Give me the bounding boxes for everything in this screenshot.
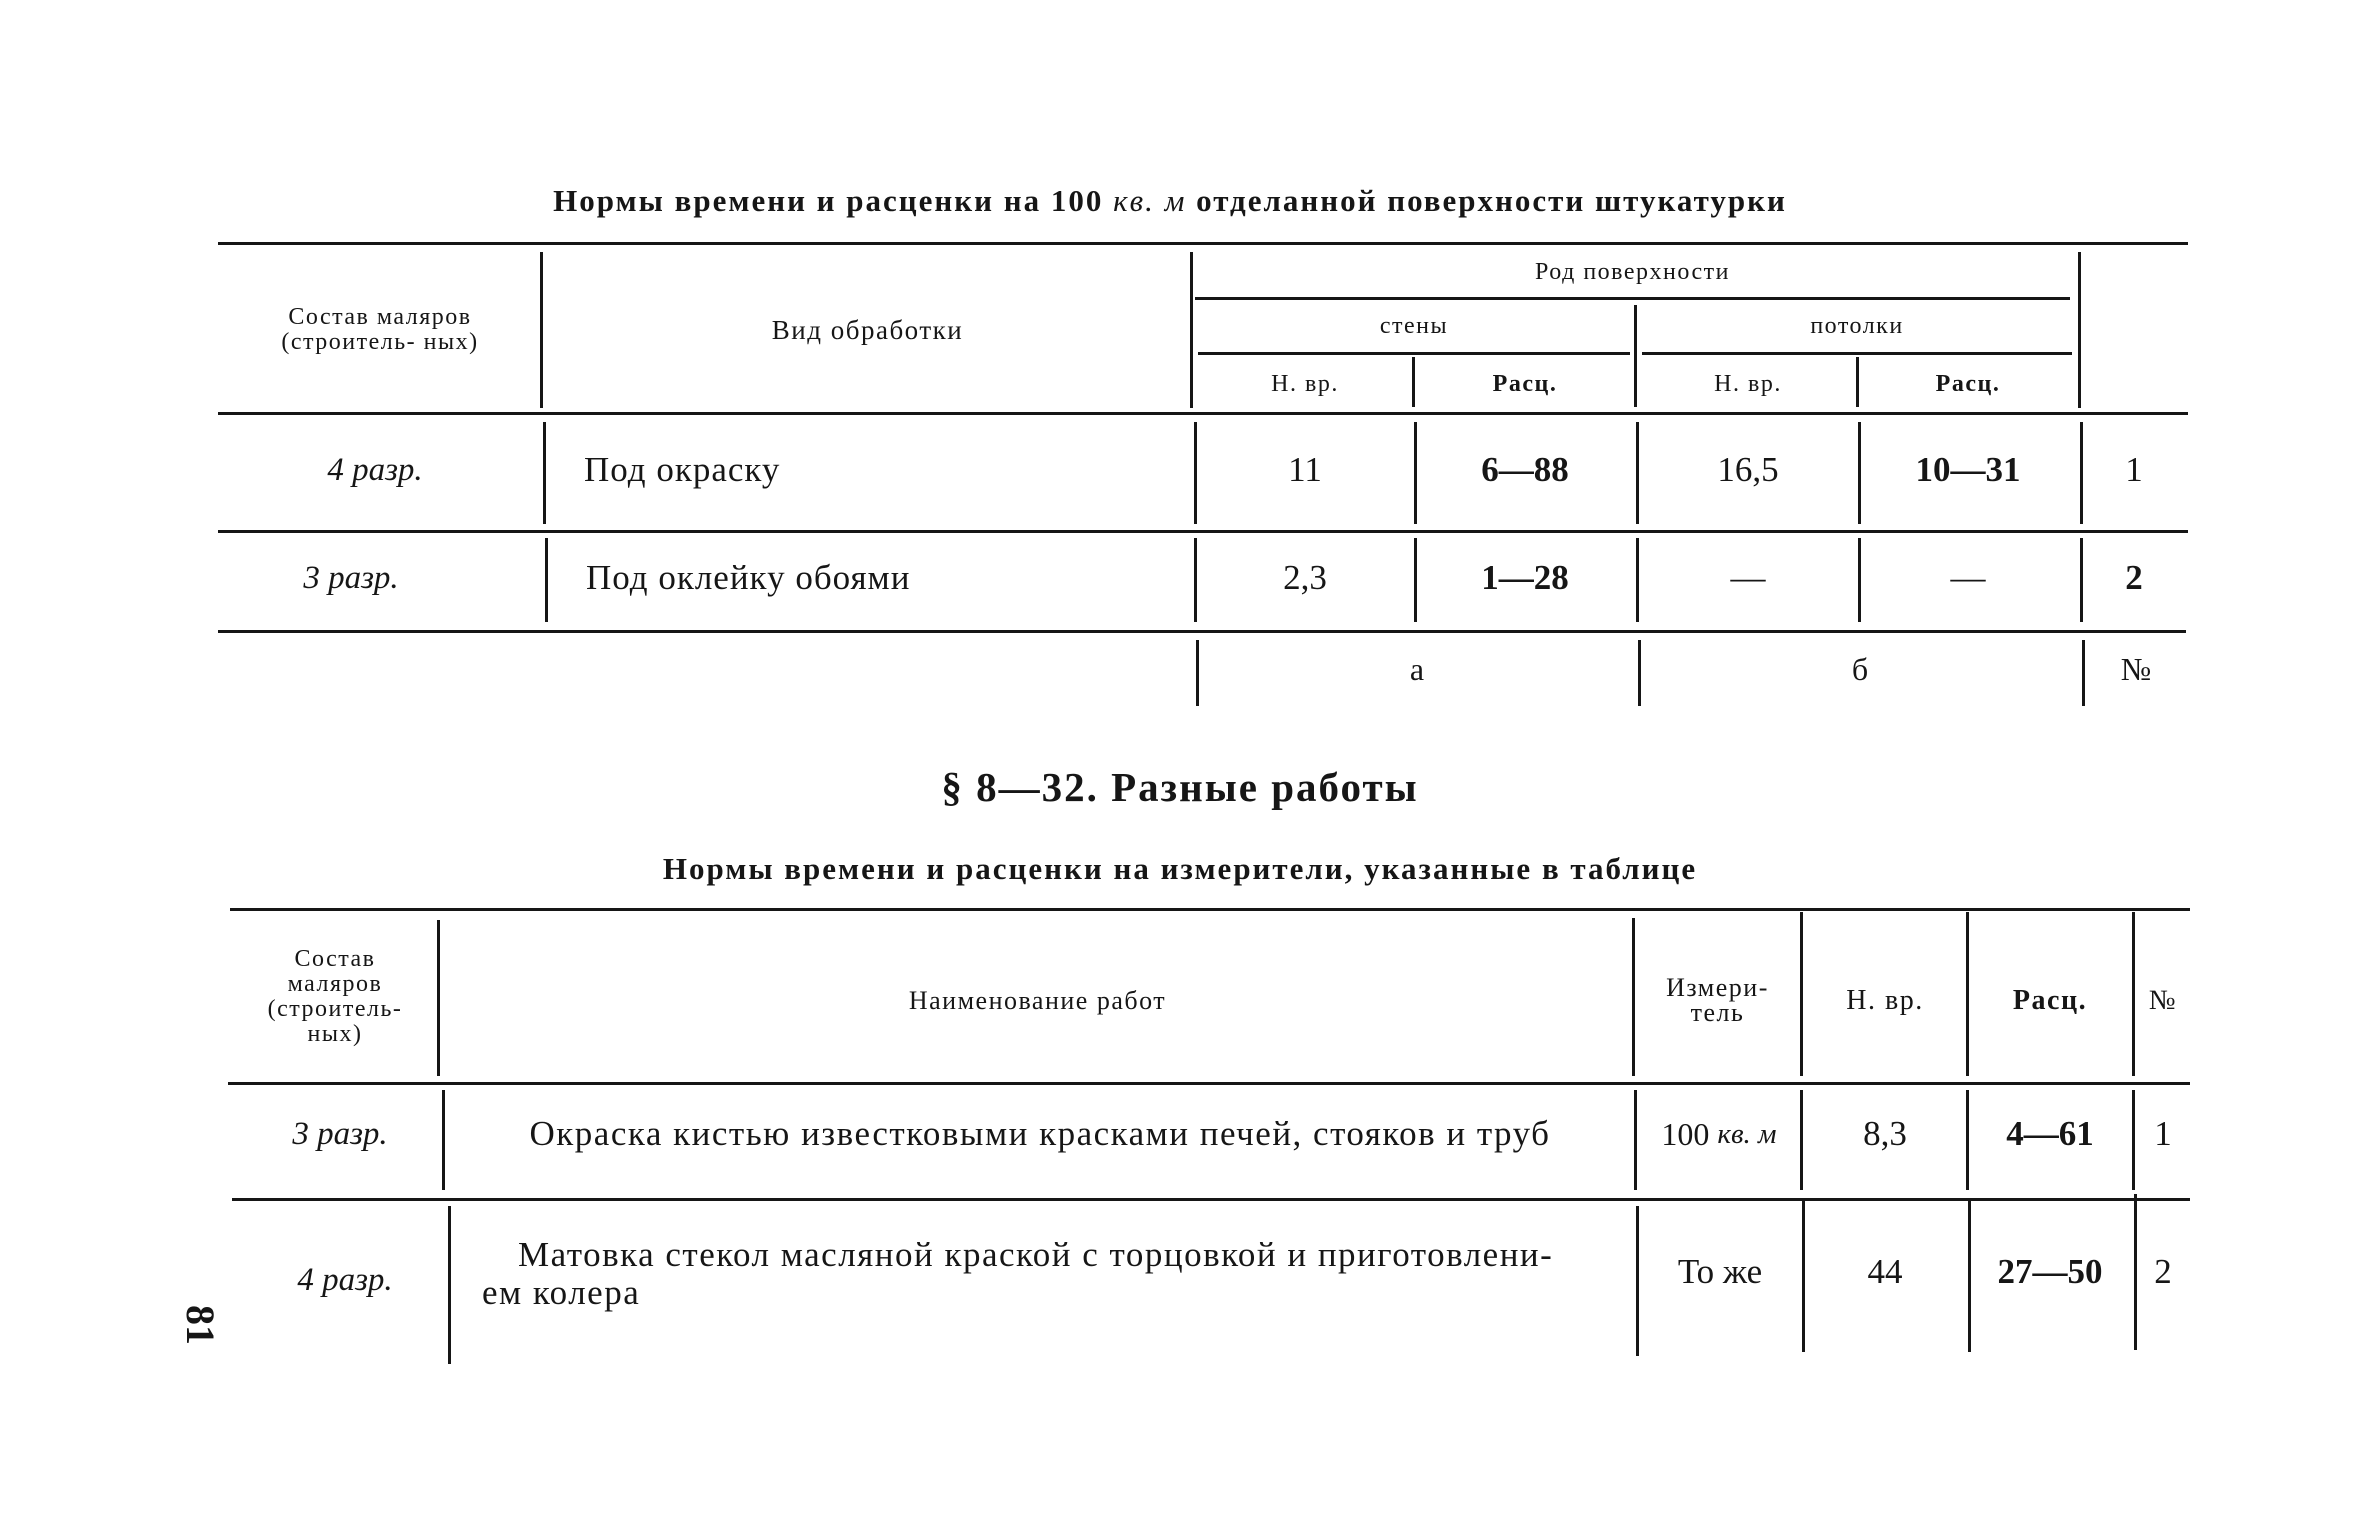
- table1-footer-num: №: [2120, 650, 2152, 687]
- table1-vrule-walls-mid: [1412, 357, 1415, 407]
- table1-header-walls: стены: [1379, 312, 1449, 339]
- table2-vrule-crew: [442, 1090, 445, 1190]
- table2-vrule-unit: [1802, 1198, 1805, 1352]
- table1-vrule-work: [1190, 252, 1193, 408]
- table2-vrule-unit: [1800, 912, 1803, 1076]
- table1-row2-num: 2: [2125, 558, 2143, 597]
- table1-vrule-crew: [545, 538, 548, 622]
- table1-footer-col-b: б: [1851, 650, 1869, 687]
- table2-vrule-work: [1634, 1090, 1637, 1190]
- table2-vrule-crew: [437, 920, 440, 1076]
- table1-vrule-num: [2082, 640, 2085, 706]
- table1-row-rule: [218, 530, 2188, 533]
- table2-vrule-rate: [2132, 1090, 2135, 1190]
- table1-surface-rule: [1195, 297, 2070, 300]
- table2-row2-unit: То же: [1677, 1252, 1763, 1291]
- table2-row2-work: Матовка стекол масляной краской с торцовкой и приготовлени- ем колера: [482, 1235, 1554, 1312]
- table2-row1-rate: 4—61: [2006, 1114, 2094, 1153]
- table1-bottom-rule: [218, 630, 2186, 633]
- table1-row1-ceil-rate: 10—31: [1915, 450, 2021, 489]
- table1-row2-walls-time: 2,3: [1283, 558, 1327, 597]
- table1-row2-walls-rate: 1—28: [1481, 558, 1569, 597]
- table1-walls-rule: [1198, 352, 1630, 355]
- table2-row1-unit-value: 100: [1661, 1115, 1710, 1152]
- table2-vrule-unit: [1800, 1090, 1803, 1190]
- table2-header-work-name: Наименование работ: [908, 985, 1167, 1015]
- section-title: § 8—32. Разные работы: [941, 764, 1419, 810]
- table1-header-work-type: Вид обработки: [771, 314, 964, 345]
- table2-top-rule: [230, 908, 2190, 911]
- table1-header-ceilings: потолки: [1810, 312, 1904, 339]
- table1-header-walls-rate: Расц.: [1492, 370, 1558, 397]
- table1-caption-part2: отделанной поверхности штукатурки: [1196, 183, 1787, 218]
- table1-row1-walls-time: 11: [1288, 450, 1322, 489]
- table2-row1-time: 8,3: [1863, 1114, 1907, 1153]
- table1-top-rule: [218, 242, 2188, 245]
- table2-row2-crew: 4 разр.: [297, 1261, 393, 1298]
- table1-row1-crew: 4 разр.: [327, 451, 423, 488]
- table1-vrule-ceil-mid: [1856, 357, 1859, 407]
- table2-row1-unit-suffix: кв. м: [1717, 1117, 1777, 1150]
- table1-ceil-rule: [1642, 352, 2072, 355]
- table1-vrule-num: [2080, 538, 2083, 622]
- table1-header-rule: [218, 412, 2188, 415]
- table2-header-time: Н. вр.: [1846, 984, 1924, 1016]
- table2-vrule-work: [1636, 1206, 1639, 1356]
- table1-caption: [420, 183, 1920, 219]
- table2-vrule-rate: [2132, 912, 2135, 1076]
- table1-row2-crew: 3 разр.: [303, 559, 399, 596]
- table1-vrule-num: [2078, 252, 2081, 408]
- table2-row-rule: [232, 1198, 2190, 1201]
- table1-row2-ceil-rate: —: [1950, 558, 1986, 597]
- table1-vrule-walls-ceil: [1634, 305, 1637, 407]
- table1-header-walls-time: Н. вр.: [1271, 370, 1339, 397]
- table1-vrule-crew: [540, 252, 543, 408]
- table1-vrule-walls-ceil: [1636, 422, 1639, 524]
- table2-row1-unit: [1638, 1104, 1800, 1164]
- table2-header-rule: [228, 1082, 2190, 1085]
- table1-header-ceil-time: Н. вр.: [1714, 370, 1782, 397]
- table1-header-crew: Состав маляров (строитель- ных): [281, 304, 479, 355]
- table2-row2-rate: 27—50: [1997, 1252, 2103, 1291]
- table1-caption-part1: Нормы времени и расценки на 100: [553, 183, 1104, 218]
- table1-vrule-crew: [543, 422, 546, 524]
- table2-row1-crew: 3 разр.: [292, 1115, 388, 1152]
- table2-header-rate: Расц.: [2012, 984, 2088, 1016]
- table1-row2-ceil-time: —: [1730, 558, 1766, 597]
- table2-row1-work: Окраска кистью известковыми красками печей, стояков и труб: [529, 1114, 1551, 1153]
- table1-row2-work: Под оклейку обоями: [586, 558, 911, 597]
- table1-footer-col-a: а: [1409, 650, 1425, 687]
- table2-header-crew: Состав маляров (строитель- ных): [267, 946, 403, 1047]
- table2-vrule-time: [1966, 1090, 1969, 1190]
- table1-row1-walls-rate: 6—88: [1481, 450, 1569, 489]
- table2-vrule-crew: [448, 1206, 451, 1364]
- table1-vrule-walls-ceil: [1636, 538, 1639, 622]
- table1-row1-num: 1: [2125, 450, 2143, 489]
- table1-caption-unit: кв. м: [1113, 183, 1187, 218]
- table2-row1-num: 1: [2154, 1114, 2172, 1153]
- table1-row1-work: Под окраску: [584, 450, 781, 489]
- table2-row2-num: 2: [2154, 1252, 2172, 1291]
- table1-header-surface-type: Род поверхности: [1535, 258, 1730, 285]
- table2-vrule-time: [1966, 912, 1969, 1076]
- table2-row2-time: 44: [1867, 1252, 1903, 1291]
- table1-vrule-work: [1194, 422, 1197, 524]
- table2-caption: Нормы времени и расценки на измерители, указанные в таблице: [662, 851, 1698, 886]
- table2-vrule-work: [1632, 918, 1635, 1076]
- page-number: 81: [178, 1305, 223, 1345]
- table1-vrule-num: [2080, 422, 2083, 524]
- table1-row1-ceil-time: 16,5: [1717, 450, 1779, 489]
- table2-header-num: №: [2148, 984, 2178, 1016]
- table2-header-unit: Измери- тель: [1666, 973, 1769, 1027]
- table1-header-ceil-rate: Расц.: [1935, 370, 2001, 397]
- table1-vrule-work: [1194, 538, 1197, 622]
